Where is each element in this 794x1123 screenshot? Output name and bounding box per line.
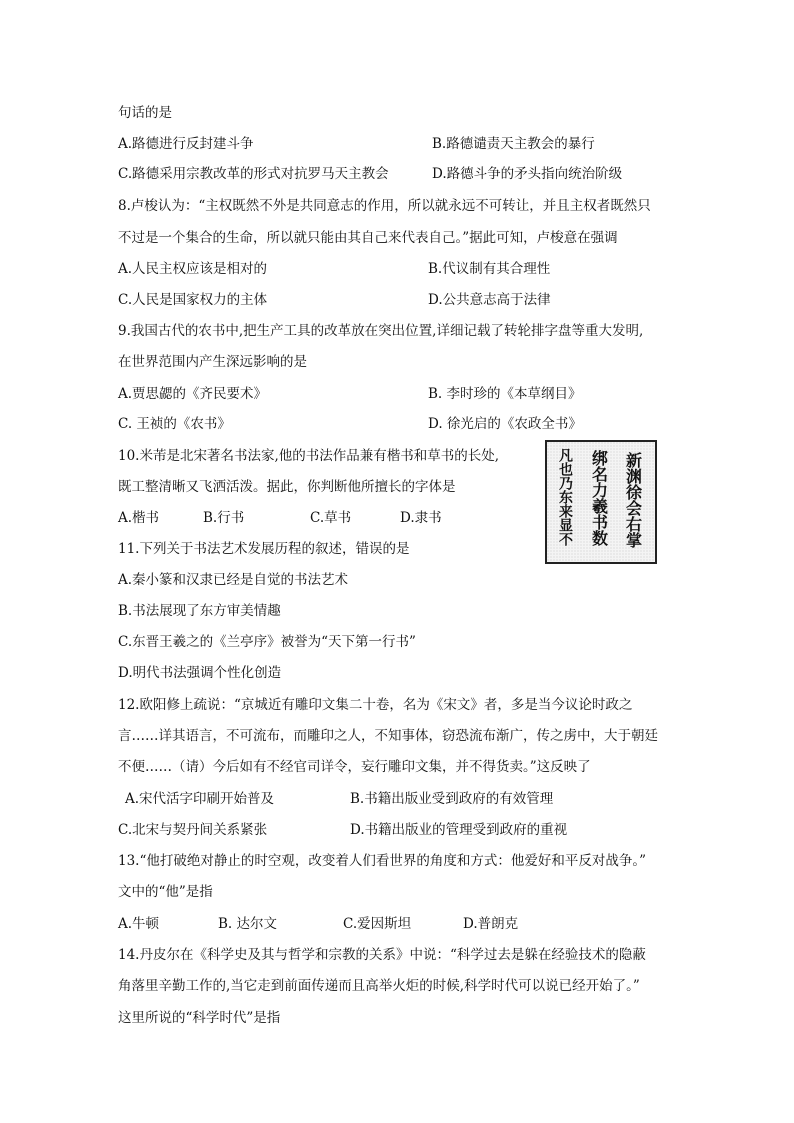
q8-option-b: B.代议制有其合理性: [428, 261, 551, 277]
q9-stem-line1: 9.我国古代的农书中,把生产工具的改革放在突出位置,详细记载了转轮排字盘等重大发明,: [118, 323, 644, 339]
q7-option-c: C.路德采用宗教改革的形式对抗罗马天主教会: [118, 166, 389, 182]
q8-option-d: D.公共意志高于法律: [428, 292, 551, 308]
q9-option-d: D. 徐光启的《农政全书》: [428, 416, 582, 432]
q8-stem-line2: 不过是一个集合的生命，所以就只能由其自己来代表自己。”据此可知，卢梭意在强调: [118, 230, 618, 246]
q10-stem-line1: 10.米芾是北宋著名书法家,他的书法作品兼有楷书和草书的长处,: [118, 448, 500, 464]
q10-option-c: C.草书: [310, 510, 352, 526]
q9-option-a: A.贾思勰的《齐民要术》: [118, 386, 268, 402]
q14-stem-line3: 这里所说的“科学时代”是指: [118, 1010, 281, 1026]
q10-option-a: A.楷书: [118, 510, 160, 526]
q12-option-b: B.书籍出版业受到政府的有效管理: [350, 791, 554, 807]
q11-option-c: C.东晋王羲之的《兰亭序》被誉为“天下第一行书”: [118, 634, 416, 650]
q7-option-b: B.路德谴责天主教会的暴行: [432, 136, 595, 152]
q13-stem-line2: 文中的“他”是指: [118, 884, 213, 900]
q11-option-a: A.秦小篆和汉隶已经是自觉的书法艺术: [118, 572, 349, 588]
q7-option-a: A.路德进行反封建斗争: [118, 136, 254, 152]
q9-stem-line2: 在世界范围内产生深远影响的是: [118, 354, 307, 370]
q12-stem-line1: 12.欧阳修上疏说：“京城近有雕印文集二十卷，名为《宋文》者，多是当今议论时政之: [118, 697, 633, 713]
q13-option-d: D.普朗克: [463, 916, 519, 932]
q12-stem-line2: 言……详其语言，不可流布，而雕印之人，不知事体，窃恐流布渐广，传之虏中，大于朝廷: [118, 728, 658, 744]
q12-option-a: A.宋代活字印刷开始普及: [125, 791, 275, 807]
q8-option-a: A.人民主权应该是相对的: [118, 261, 268, 277]
q14-stem-line2: 角落里辛勤工作的,当它走到前面传递而且高举火炬的时候,科学时代可以说已经开始了。”: [118, 978, 640, 994]
q10-stem-line2: 既工整清晰又飞洒活泼。据此，你判断他所擅长的字体是: [118, 479, 456, 495]
q9-option-c: C. 王祯的《农书》: [118, 416, 231, 432]
q11-option-b: B.书法展现了东方审美情趣: [118, 603, 281, 619]
q9-option-b: B. 李时珍的《本草纲目》: [428, 386, 582, 402]
calligraphy-column-3: 凡也乃东来显不: [557, 448, 573, 546]
q7-stem-tail: 句话的是: [118, 105, 172, 121]
q13-stem-line1: 13.“他打破绝对静止的时空观，改变着人们看世界的角度和方式：他爱好和平反对战争。”: [118, 853, 647, 869]
calligraphy-image: [545, 440, 657, 564]
calligraphy-column-2: 绑名力羲书数: [589, 450, 609, 546]
q10-option-d: D.隶书: [400, 510, 442, 526]
q10-option-b: B.行书: [203, 510, 245, 526]
q13-option-c: C.爱因斯坦: [343, 916, 412, 932]
q8-option-c: C.人民是国家权力的主体: [118, 292, 268, 308]
calligraphy-column-1: 新渊徐会右掌: [623, 452, 643, 548]
q13-option-a: A.牛顿: [118, 916, 160, 932]
q13-option-b: B. 达尔文: [218, 916, 278, 932]
q12-option-d: D.书籍出版业的管理受到政府的重视: [350, 822, 568, 838]
q8-stem-line1: 8.卢梭认为：“主权既然不外是共同意志的作用，所以就永远不可转让，并且主权者既然只: [118, 198, 651, 214]
q12-option-c: C.北宋与契丹间关系紧张: [118, 822, 268, 838]
q7-option-d: D.路德斗争的矛头指向统治阶级: [432, 166, 623, 182]
q11-option-d: D.明代书法强调个性化创造: [118, 665, 282, 681]
q14-stem-line1: 14.丹皮尔在《科学史及其与哲学和宗教的关系》中说：“科学过去是躲在经验技术的隐蔽: [118, 947, 646, 963]
q12-stem-line3: 不便……（请）今后如有不经官司详令，妄行雕印文集，并不得货卖。”这反映了: [118, 759, 591, 775]
q11-stem: 11.下列关于书法艺术发展历程的叙述，错误的是: [118, 541, 410, 557]
